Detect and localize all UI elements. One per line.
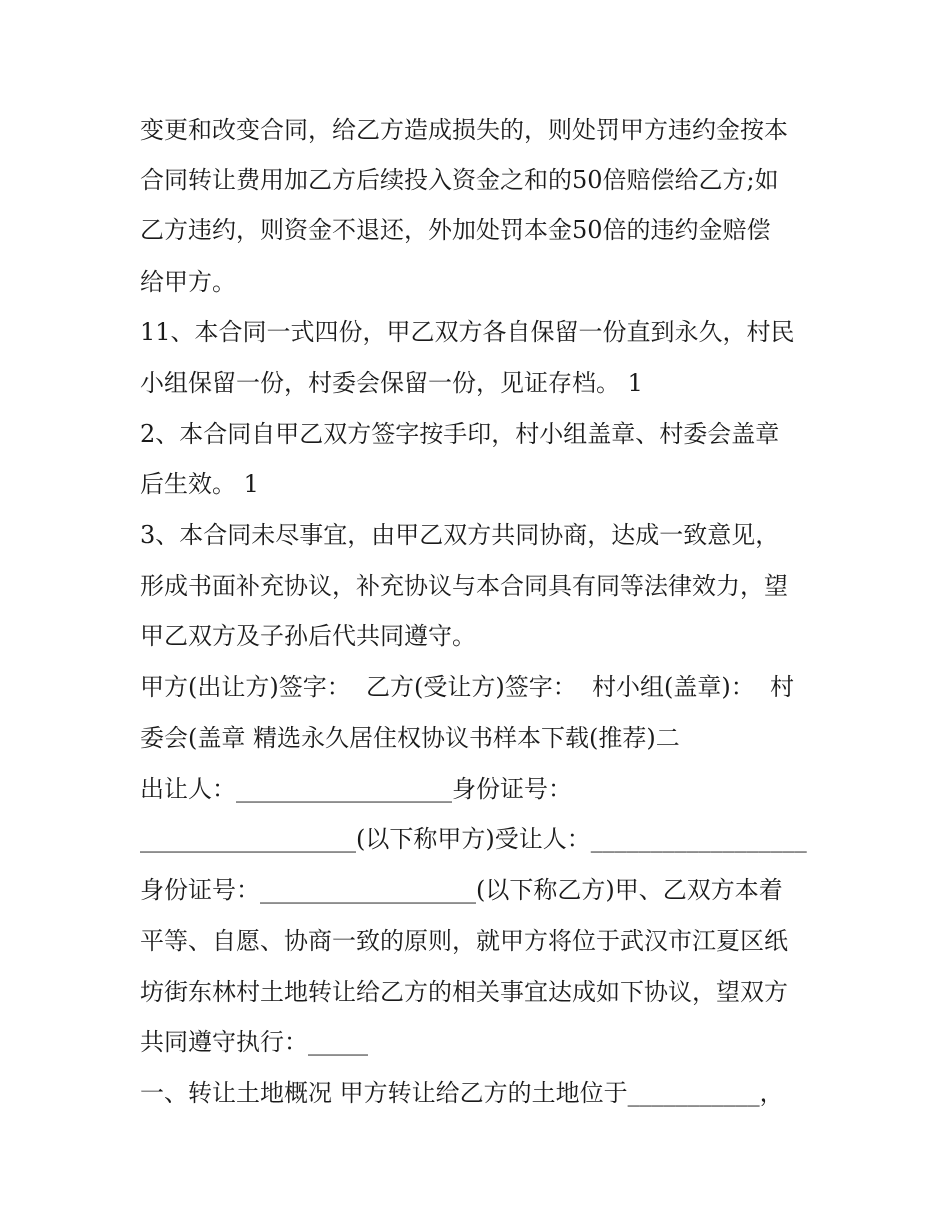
- text-line: 2、本合同自甲乙双方签字按手印，村小组盖章、村委会盖章: [140, 420, 780, 448]
- text-line: __________________(以下称甲方)受让人：__________________: [140, 825, 807, 853]
- text-line: 形成书面补充协议，补充协议与本合同具有同等法律效力，望: [140, 572, 788, 600]
- text-line: 变更和改变合同，给乙方造成损失的，则处罚甲方违约金按本: [140, 116, 788, 144]
- text-line: 身份证号：__________________(以下称乙方)甲、乙双方本着: [140, 876, 783, 904]
- text-line: 共同遵守执行：_____: [140, 1028, 368, 1056]
- text-line: 乙方违约，则资金不退还，外加处罚本金50倍的违约金赔偿: [140, 216, 771, 244]
- text-line: 甲方(出让方)签字： 乙方(受让方)签字： 村小组(盖章)： 村: [140, 673, 794, 701]
- text-line: 委会(盖章 精选永久居住权协议书样本下载(推荐)二: [140, 724, 680, 752]
- text-line: 平等、自愿、协商一致的原则，就甲方将位于武汉市江夏区纸: [140, 927, 788, 955]
- text-line: 11、本合同一式四份，甲乙双方各自保留一份直到永久，村民: [140, 318, 795, 346]
- text-line: 3、本合同未尽事宜，由甲乙双方共同协商，达成一致意见，: [140, 521, 780, 549]
- text-line: 合同转让费用加乙方后续投入资金之和的50倍赔偿给乙方;如: [140, 166, 779, 194]
- text-line: 出让人：__________________身份证号：: [140, 775, 572, 803]
- text-line: 坊街东林村土地转让给乙方的相关事宜达成如下协议，望双方: [140, 978, 788, 1006]
- text-line: 后生效。 1: [140, 470, 259, 498]
- text-line: 给甲方。: [140, 268, 236, 296]
- text-line: 小组保留一份，村委会保留一份，见证存档。 1: [140, 369, 643, 397]
- text-line: 一、转让土地概况 甲方转让给乙方的土地位于___________，: [140, 1079, 784, 1107]
- text-line: 甲乙双方及子孙后代共同遵守。: [140, 622, 476, 650]
